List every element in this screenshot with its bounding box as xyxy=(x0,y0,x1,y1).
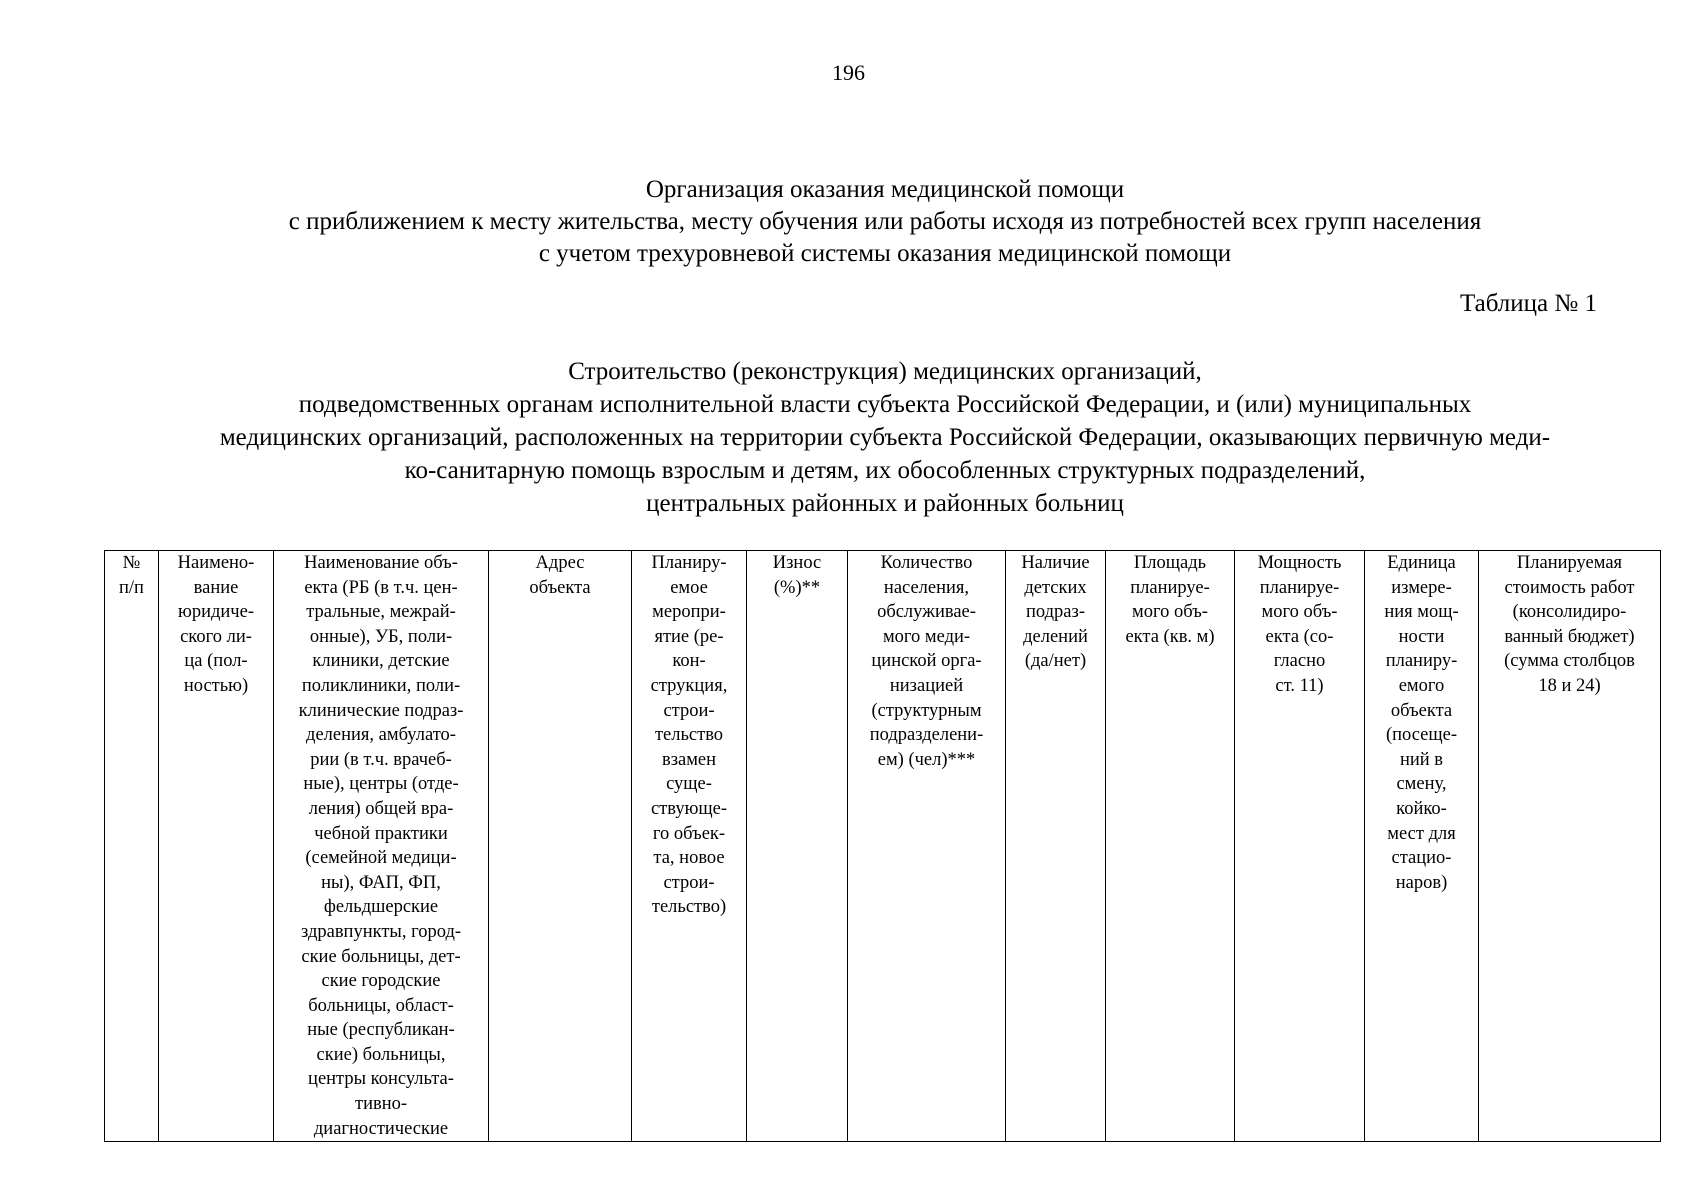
column-header-capacity-unit: Единица измере- ния мощ- ности планиру- емого объекта (посеще- ний в смену, койко- мест для стацио- наров) xyxy=(1365,551,1479,1142)
subtitle-line: центральных районных и районных больниц xyxy=(646,490,1124,517)
document-title xyxy=(0,174,1697,270)
subtitle-line: ко-санитарную помощь взрослым и детям, их обособленных структурных подразделений, xyxy=(404,457,1366,484)
column-header-address: Адрес объекта xyxy=(489,551,632,1142)
title-line: Организация оказания медицинской помощи xyxy=(645,176,1125,203)
table-header-row xyxy=(105,551,1661,1142)
column-header-children-units: Наличие детских подраз- делений (да/нет) xyxy=(1006,551,1106,1142)
column-header-legal-entity: Наимено- вание юридиче- ского ли- ца (пол- ностью) xyxy=(159,551,274,1142)
column-header-planned-cost: Планируемая стоимость работ (консолидиро- ванный бюджет) (сумма столбцов 18 и 24) xyxy=(1479,551,1661,1142)
column-header-number: № п/п xyxy=(105,551,159,1142)
title-line: с приближением к месту жительства, месту обучения или работы исходя из потребностей всех групп населения xyxy=(288,208,1482,235)
column-header-capacity: Мощность планируе- мого объ- екта (со- гласно ст. 11) xyxy=(1235,551,1365,1142)
subtitle-line: медицинских организаций, расположенных на территории субъекта Российской Федерации, оказывающих первичную меди- xyxy=(219,424,1551,451)
table-label: Таблица № 1 xyxy=(1459,290,1597,317)
column-header-population: Количество населения, обслуживае- мого меди- цинской орга- низацией (структурным подразделени- ем) (чел)*** xyxy=(848,551,1006,1142)
table-subtitle xyxy=(0,355,1697,520)
subtitle-line: Строительство (реконструкция) медицинских организаций, xyxy=(568,358,1202,385)
column-header-planned-action: Планиру- емое меропри- ятие (ре- кон- струкция, строи- тельство взамен суще- ствующе- го объек- та, новое строи- тельство) xyxy=(632,551,747,1142)
column-header-object-name: Наименование объ- екта (РБ (в т.ч. цен- тральные, межрай- онные), УБ, поли- клиники, детские поликлиники, поли- клинические подраз- деления, амбулато- рии (в т.ч. врачеб- ные), центры (отде- ления) общей вра- чебной практики (семейной медици- ны), ФАП, ФП, фельдшерские здравпункты, город- ские больницы, дет- ские городские больницы, област- ные (республикан- ские) больницы, центры консульта- тивно- диагностические xyxy=(274,551,489,1142)
column-header-wear: Износ (%)** xyxy=(747,551,848,1142)
column-header-area: Площадь планируе- мого объ- екта (кв. м) xyxy=(1106,551,1235,1142)
subtitle-line: подведомственных органам исполнительной власти субъекта Российской Федерации, и (или) муниципальных xyxy=(298,391,1472,418)
title-line: с учетом трехуровневой системы оказания медицинской помощи xyxy=(538,240,1232,267)
main-table xyxy=(104,550,1661,1142)
page-number: 196 xyxy=(832,60,865,85)
